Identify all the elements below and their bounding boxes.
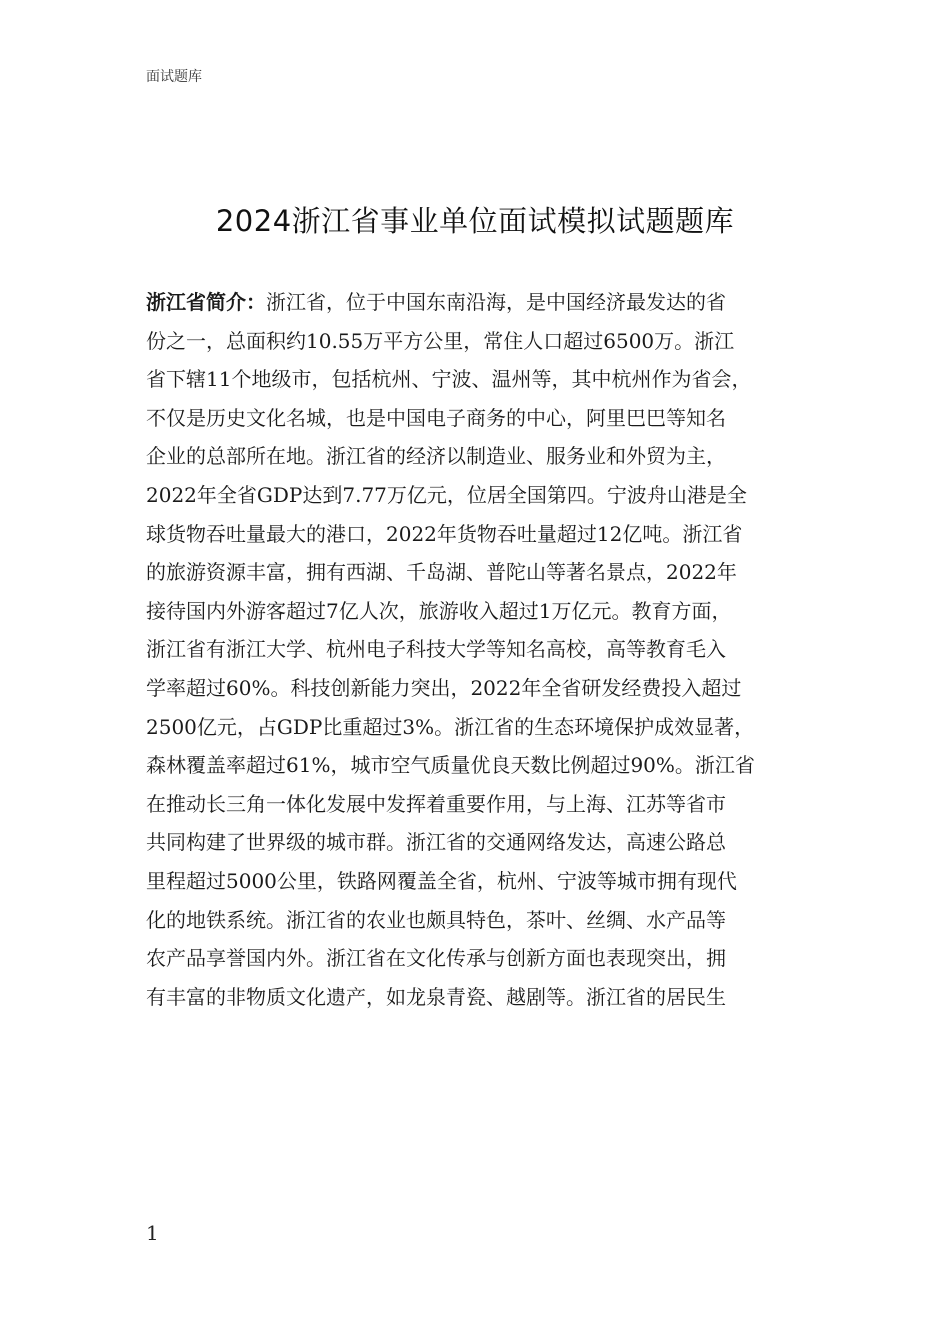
paragraph-line: 在推动长三角一体化发展中发挥着重要作用，与上海、江苏等省市 bbox=[146, 791, 726, 816]
paragraph-line: 的旅游资源丰富，拥有西湖、千岛湖、普陀山等著名景点，2022年 bbox=[146, 560, 737, 585]
paragraph-line: 省下辖11个地级市，包括杭州、宁波、温州等，其中杭州作为省会， bbox=[146, 367, 752, 392]
paragraph-line: 份之一，总面积约10.55万平方公里，常住人口超过6500万。浙江 bbox=[146, 328, 735, 353]
page-header: 面试题库 bbox=[146, 69, 202, 85]
paragraph-line: 有丰富的非物质文化遗产，如龙泉青瓷、越剧等。浙江省的居民生 bbox=[146, 984, 726, 1009]
paragraph-line: 浙江省有浙江大学、杭州电子科技大学等知名高校，高等教育毛入 bbox=[146, 637, 726, 662]
page-number: 1 bbox=[146, 1221, 159, 1245]
paragraph-line: 里程超过5000公里，铁路网覆盖全省，杭州、宁波等城市拥有现代 bbox=[146, 868, 737, 893]
paragraph-line: 共同构建了世界级的城市群。浙江省的交通网络发达，高速公路总 bbox=[146, 830, 726, 855]
paragraph-line: 接待国内外游客超过7亿人次，旅游收入超过1万亿元。教育方面， bbox=[146, 598, 732, 623]
paragraph-line-text: 浙江省，位于中国东南沿海，是中国经济最发达的省 bbox=[266, 290, 726, 314]
paragraph-line: 企业的总部所在地。浙江省的经济以制造业、服务业和外贸为主， bbox=[146, 444, 726, 469]
paragraph-line: 球货物吞吐量最大的港口，2022年货物吞吐量超过12亿吨。浙江省 bbox=[146, 521, 743, 546]
paragraph-line: 不仅是历史文化名城，也是中国电子商务的中心，阿里巴巴等知名 bbox=[146, 405, 726, 430]
paragraph-line: 森林覆盖率超过61%，城市空气质量优良天数比例超过90%。浙江省 bbox=[146, 753, 755, 778]
intro-lead-label: 浙江省简介： bbox=[146, 290, 266, 314]
paragraph-line: 学率超过60%。科技创新能力突出，2022年全省研发经费投入超过 bbox=[146, 675, 742, 700]
paragraph-line: 农产品享誉国内外。浙江省在文化传承与创新方面也表现突出，拥 bbox=[146, 946, 726, 971]
paragraph-line: 2500亿元，占GDP比重超过3%。浙江省的生态环境保护成效显著， bbox=[146, 714, 755, 739]
intro-paragraph bbox=[146, 283, 826, 1016]
paragraph-line-1 bbox=[146, 283, 826, 322]
paragraph-line: 化的地铁系统。浙江省的农业也颇具特色，茶叶、丝绸、水产品等 bbox=[146, 907, 726, 932]
paragraph-line: 2022年全省GDP达到7.77万亿元，位居全国第四。宁波舟山港是全 bbox=[146, 482, 747, 507]
document-title: 2024浙江省事业单位面试模拟试题题库 bbox=[215, 204, 735, 239]
